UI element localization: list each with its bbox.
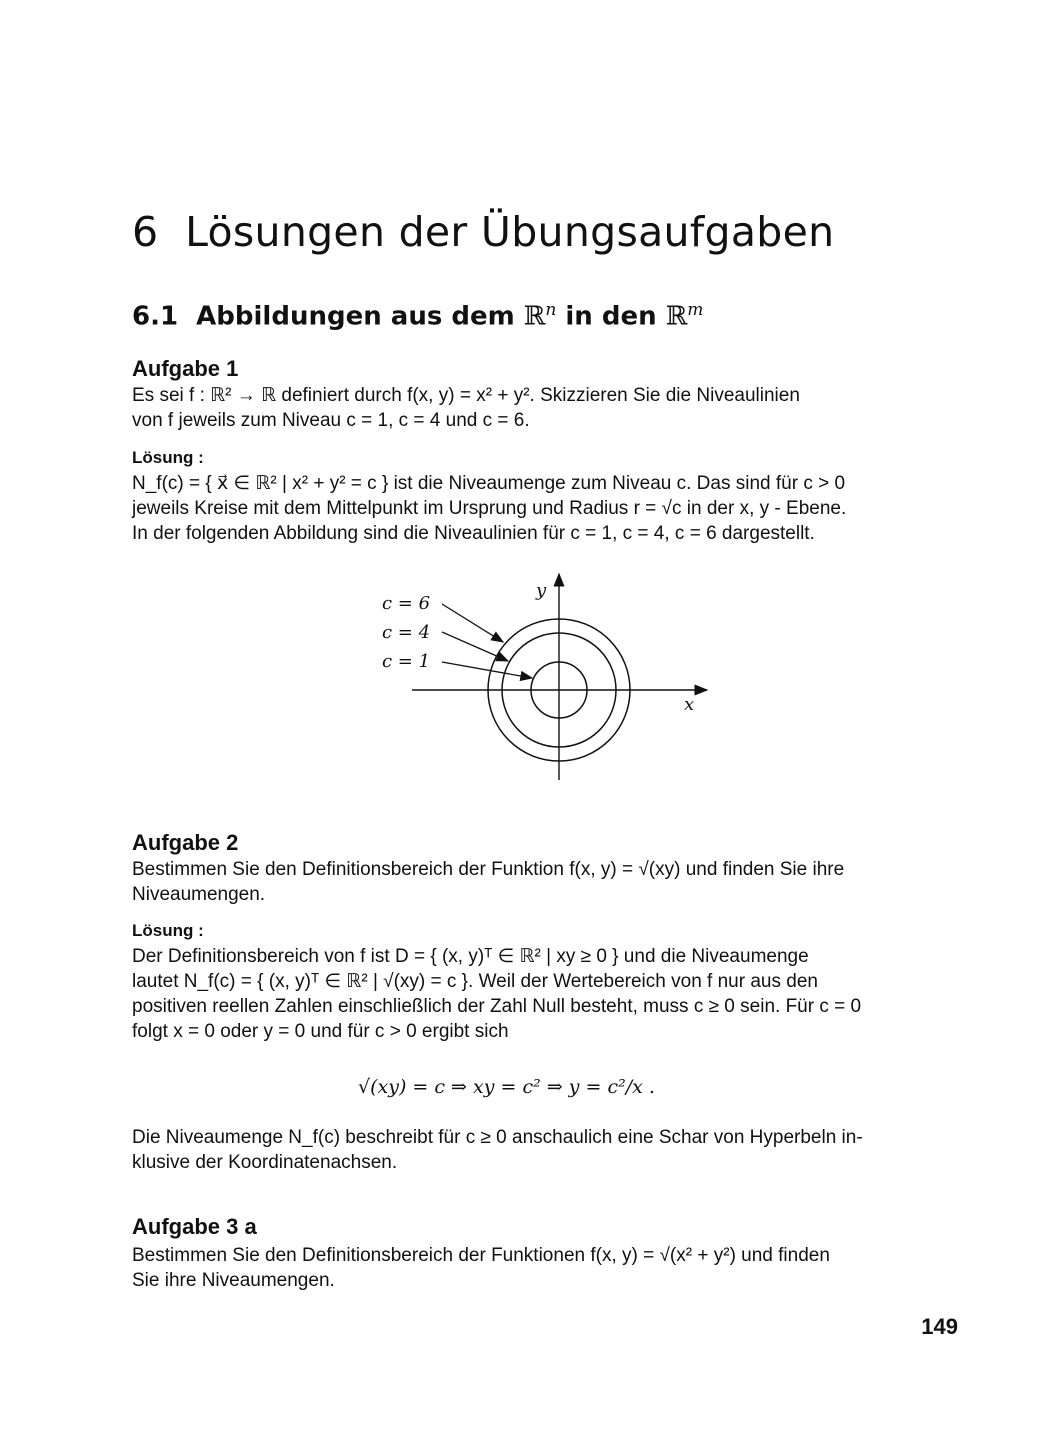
section-title: 6.1 Abbildungen aus dem ℝ$^n$ in den ℝ$^m$ — [132, 300, 704, 332]
axis-label-x: x — [684, 694, 695, 715]
aufgabe-3a-heading: Aufgabe 3 a — [132, 1214, 257, 1239]
aufgabe-1-solution-line-2: jeweils Kreise mit dem Mittelpunkt im Ursprung und Radius r = √c in der x, y - Ebene. — [132, 498, 847, 519]
display-equation: √(xy) = c ⇒ xy = c² ⇒ y = c²/x . — [358, 1076, 655, 1098]
aufgabe-2-heading: Aufgabe 2 — [132, 830, 239, 855]
arrow-c1 — [442, 662, 532, 678]
label-c6: c = 6 — [382, 593, 431, 614]
axis-label-y: y — [536, 580, 547, 601]
chapter-title: 6 Lösungen der Übungsaufgaben — [132, 208, 835, 256]
aufgabe-1-solution-label: Lösung : — [132, 448, 204, 467]
aufgabe-2-conclusion-line-2: klusive der Koordinatenachsen. — [132, 1152, 398, 1173]
aufgabe-2-solution-line-1: Der Definitionsbereich von f ist D = { (x, y)ᵀ ∈ ℝ² | xy ≥ 0 } und die Niveaumenge — [132, 946, 809, 967]
label-c4: c = 4 — [382, 622, 431, 643]
aufgabe-2-task-line-2: Niveaumengen. — [132, 884, 266, 905]
aufgabe-2-conclusion-line-1: Die Niveaumenge N_f(c) beschreibt für c ≥ 0 anschaulich eine Schar von Hyperbeln in- — [132, 1127, 863, 1148]
aufgabe-2-solution-line-3: positiven reellen Zahlen einschließlich der Zahl Null besteht, muss c ≥ 0 sein. Für c = 0 — [132, 996, 862, 1017]
aufgabe-2-solution — [132, 944, 958, 1044]
aufgabe-1-heading: Aufgabe 1 — [132, 356, 239, 381]
arrow-c4 — [442, 632, 508, 661]
aufgabe-2-solution-line-2: lautet N_f(c) = { (x, y)ᵀ ∈ ℝ² | √(xy) = c }. Weil der Wertebereich von f nur aus den — [132, 971, 818, 992]
aufgabe-3a-task-line-2: Sie ihre Niveaumengen. — [132, 1270, 335, 1291]
page-number: 149 — [921, 1314, 958, 1339]
aufgabe-2-conclusion — [132, 1125, 958, 1175]
label-c1: c = 1 — [382, 651, 431, 672]
aufgabe-2-solution-label: Lösung : — [132, 921, 204, 940]
aufgabe-2-task-line-1: Bestimmen Sie den Definitionsbereich der Funktion f(x, y) = √(xy) und finden Sie ihre — [132, 859, 845, 880]
aufgabe-1-solution-line-3: In der folgenden Abbildung sind die Niveaulinien für c = 1, c = 4, c = 6 dargestellt. — [132, 523, 815, 544]
aufgabe-2-task — [132, 857, 958, 907]
aufgabe-1-task-line-1: Es sei f : ℝ² → ℝ definiert durch f(x, y) = x² + y². Skizzieren Sie die Niveaulinien — [132, 385, 800, 406]
aufgabe-3a-task — [132, 1243, 958, 1293]
aufgabe-1-solution — [132, 471, 958, 546]
aufgabe-2-solution-line-4: folgt x = 0 oder y = 0 und für c > 0 ergibt sich — [132, 1021, 509, 1042]
aufgabe-3a-task-line-1: Bestimmen Sie den Definitionsbereich der Funktionen f(x, y) = √(x² + y²) und finden — [132, 1245, 830, 1266]
aufgabe-1-task — [132, 383, 958, 433]
level-curves-figure — [372, 570, 712, 785]
aufgabe-1-task-line-2: von f jeweils zum Niveau c = 1, c = 4 und c = 6. — [132, 410, 530, 431]
aufgabe-1-solution-line-1: N_f(c) = { x⃗ ∈ ℝ² | x² + y² = c } ist die Niveaumenge zum Niveau c. Das sind für c > 0 — [132, 473, 846, 494]
